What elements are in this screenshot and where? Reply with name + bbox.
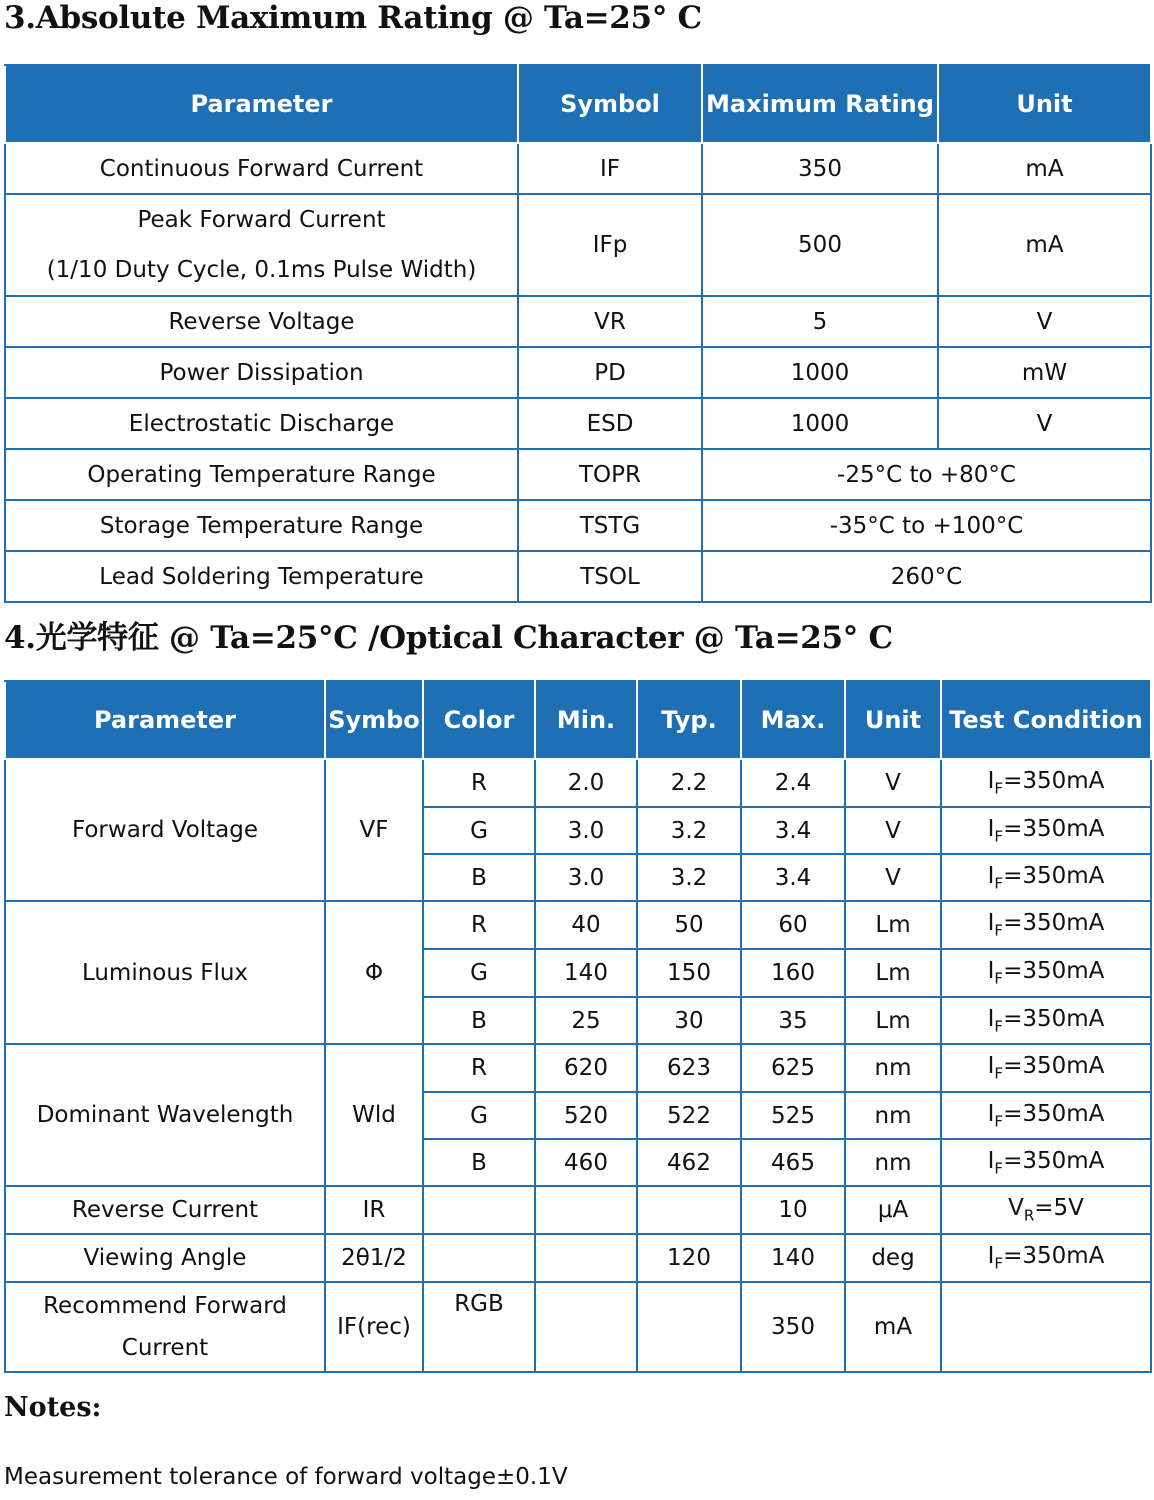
min-cell <box>535 1234 637 1282</box>
condition-cell: $I_F=350mA$ <box>941 854 1151 901</box>
condition-cell: $I_F=350mA$ <box>941 997 1151 1044</box>
table-row <box>5 1234 1151 1282</box>
color-cell: R <box>423 1044 535 1092</box>
unit-cell: mA <box>938 143 1151 194</box>
rating-cell: 500 <box>702 194 938 296</box>
max-cell: 160 <box>741 949 845 997</box>
rating-cell: -25°C to +80°C <box>702 449 1151 500</box>
condition-cell <box>941 1282 1151 1372</box>
typ-cell: 623 <box>637 1044 741 1092</box>
rating-cell: -35°C to +100°C <box>702 500 1151 551</box>
min-cell: 3.0 <box>535 854 637 901</box>
typ-cell: 3.2 <box>637 854 741 901</box>
color-cell: R <box>423 759 535 807</box>
typ-cell: 2.2 <box>637 759 741 807</box>
rating-cell: 1000 <box>702 398 938 449</box>
color-cell: G <box>423 807 535 854</box>
min-cell: 620 <box>535 1044 637 1092</box>
header-max: Max. <box>741 681 845 759</box>
param-cell: Dominant Wavelength <box>5 1044 325 1186</box>
typ-cell: 50 <box>637 901 741 949</box>
param-cell: Storage Temperature Range <box>5 500 518 551</box>
table-row <box>5 296 1151 347</box>
max-cell: 625 <box>741 1044 845 1092</box>
symbol-cell: IFp <box>518 194 702 296</box>
header-color: Color <box>423 681 535 759</box>
condition-cell: $I_F=350mA$ <box>941 1234 1151 1282</box>
unit-cell: V <box>938 398 1151 449</box>
param-line-2: Current <box>121 1335 209 1361</box>
unit-cell: V <box>938 296 1151 347</box>
color-cell: RGB <box>423 1282 535 1372</box>
table-row <box>5 1186 1151 1234</box>
symbol-cell: Wld <box>325 1044 423 1186</box>
typ-cell: 462 <box>637 1139 741 1186</box>
section-3-heading: 3.Absolute Maximum Rating @ Ta=25° C <box>4 0 702 36</box>
symbol-cell: 2θ1/2 <box>325 1234 423 1282</box>
unit-cell: Lm <box>845 997 941 1044</box>
optical-character-table <box>4 680 1152 1373</box>
color-cell: B <box>423 1139 535 1186</box>
table-row <box>5 551 1151 602</box>
color-cell <box>423 1186 535 1234</box>
unit-cell: V <box>845 854 941 901</box>
header-parameter: Parameter <box>5 681 325 759</box>
unit-cell: mA <box>845 1282 941 1372</box>
min-cell: 2.0 <box>535 759 637 807</box>
min-cell: 140 <box>535 949 637 997</box>
symbol-cell: VR <box>518 296 702 347</box>
max-cell: 350 <box>741 1282 845 1372</box>
condition-cell: $V_R=5V$ <box>941 1186 1151 1234</box>
table-row <box>5 1282 1151 1372</box>
color-cell: B <box>423 854 535 901</box>
max-cell: 2.4 <box>741 759 845 807</box>
color-cell <box>423 1234 535 1282</box>
param-cell: Continuous Forward Current <box>5 143 518 194</box>
param-cell <box>5 194 518 296</box>
min-cell: 520 <box>535 1092 637 1139</box>
typ-cell: 30 <box>637 997 741 1044</box>
unit-cell: V <box>845 759 941 807</box>
header-unit: Unit <box>938 65 1151 143</box>
table-row <box>5 1044 1151 1092</box>
color-cell: G <box>423 1092 535 1139</box>
typ-cell: 522 <box>637 1092 741 1139</box>
rating-cell: 260°C <box>702 551 1151 602</box>
max-cell: 60 <box>741 901 845 949</box>
unit-cell: V <box>845 807 941 854</box>
symbol-cell: IF(rec) <box>325 1282 423 1372</box>
absolute-maximum-rating-table <box>4 64 1152 603</box>
max-cell: 3.4 <box>741 854 845 901</box>
condition-cell: $I_F=350mA$ <box>941 807 1151 854</box>
table-row <box>5 398 1151 449</box>
param-cell: Reverse Voltage <box>5 296 518 347</box>
color-cell: B <box>423 997 535 1044</box>
typ-cell: 120 <box>637 1234 741 1282</box>
param-cell: Operating Temperature Range <box>5 449 518 500</box>
unit-cell: nm <box>845 1044 941 1092</box>
notes-title: Notes: <box>4 1392 102 1423</box>
min-cell: 460 <box>535 1139 637 1186</box>
param-line-1: Peak Forward Current <box>137 207 386 233</box>
header-symbol: Symbo <box>325 681 423 759</box>
min-cell: 40 <box>535 901 637 949</box>
rating-cell: 350 <box>702 143 938 194</box>
rating-cell: 1000 <box>702 347 938 398</box>
condition-cell: $I_F=350mA$ <box>941 901 1151 949</box>
unit-cell: mW <box>938 347 1151 398</box>
header-test-condition: Test Condition <box>941 681 1151 759</box>
condition-cell: $I_F=350mA$ <box>941 1044 1151 1092</box>
unit-cell: nm <box>845 1139 941 1186</box>
symbol-cell: TSOL <box>518 551 702 602</box>
symbol-cell: TOPR <box>518 449 702 500</box>
unit-cell: nm <box>845 1092 941 1139</box>
header-min: Min. <box>535 681 637 759</box>
min-cell <box>535 1282 637 1372</box>
unit-cell: Lm <box>845 949 941 997</box>
symbol-cell: IR <box>325 1186 423 1234</box>
table-row <box>5 347 1151 398</box>
symbol-cell: ESD <box>518 398 702 449</box>
typ-cell: 3.2 <box>637 807 741 854</box>
table-row <box>5 759 1151 807</box>
symbol-cell: PD <box>518 347 702 398</box>
unit-cell: mA <box>938 194 1151 296</box>
max-cell: 525 <box>741 1092 845 1139</box>
max-cell: 35 <box>741 997 845 1044</box>
condition-cell: $I_F=350mA$ <box>941 759 1151 807</box>
symbol-cell: Φ <box>325 901 423 1044</box>
table-row <box>5 194 1151 296</box>
max-cell: 10 <box>741 1186 845 1234</box>
table-row <box>5 143 1151 194</box>
param-cell: Power Dissipation <box>5 347 518 398</box>
header-symbol: Symbol <box>518 65 702 143</box>
typ-cell <box>637 1282 741 1372</box>
typ-cell <box>637 1186 741 1234</box>
typ-cell: 150 <box>637 949 741 997</box>
condition-cell: $I_F=350mA$ <box>941 1092 1151 1139</box>
unit-cell: μA <box>845 1186 941 1234</box>
rating-cell: 5 <box>702 296 938 347</box>
header-parameter: Parameter <box>5 65 518 143</box>
symbol-cell: IF <box>518 143 702 194</box>
unit-cell: deg <box>845 1234 941 1282</box>
header-typ: Typ. <box>637 681 741 759</box>
table-row <box>5 500 1151 551</box>
param-cell: Luminous Flux <box>5 901 325 1044</box>
condition-cell: $I_F=350mA$ <box>941 949 1151 997</box>
min-cell <box>535 1186 637 1234</box>
param-cell: Viewing Angle <box>5 1234 325 1282</box>
table-row <box>5 901 1151 949</box>
color-cell: G <box>423 949 535 997</box>
symbol-cell: VF <box>325 759 423 901</box>
param-cell: Lead Soldering Temperature <box>5 551 518 602</box>
notes-line: Measurement tolerance of forward voltage±0.1V <box>4 1464 568 1490</box>
condition-cell: $I_F=350mA$ <box>941 1139 1151 1186</box>
section-4-heading: 4.光学特征 @ Ta=25°C /Optical Character @ Ta=25° C <box>4 620 893 656</box>
symbol-cell: TSTG <box>518 500 702 551</box>
param-cell: Electrostatic Discharge <box>5 398 518 449</box>
unit-cell: Lm <box>845 901 941 949</box>
param-line-1: Recommend Forward <box>43 1293 287 1319</box>
param-line-2: (1/10 Duty Cycle, 0.1ms Pulse Width) <box>46 257 477 283</box>
max-cell: 3.4 <box>741 807 845 854</box>
min-cell: 3.0 <box>535 807 637 854</box>
param-cell <box>5 1282 325 1372</box>
param-cell: Forward Voltage <box>5 759 325 901</box>
header-unit: Unit <box>845 681 941 759</box>
param-cell: Reverse Current <box>5 1186 325 1234</box>
max-cell: 465 <box>741 1139 845 1186</box>
color-cell: R <box>423 901 535 949</box>
min-cell: 25 <box>535 997 637 1044</box>
table-row <box>5 449 1151 500</box>
max-cell: 140 <box>741 1234 845 1282</box>
header-maximum-rating: Maximum Rating <box>702 65 938 143</box>
